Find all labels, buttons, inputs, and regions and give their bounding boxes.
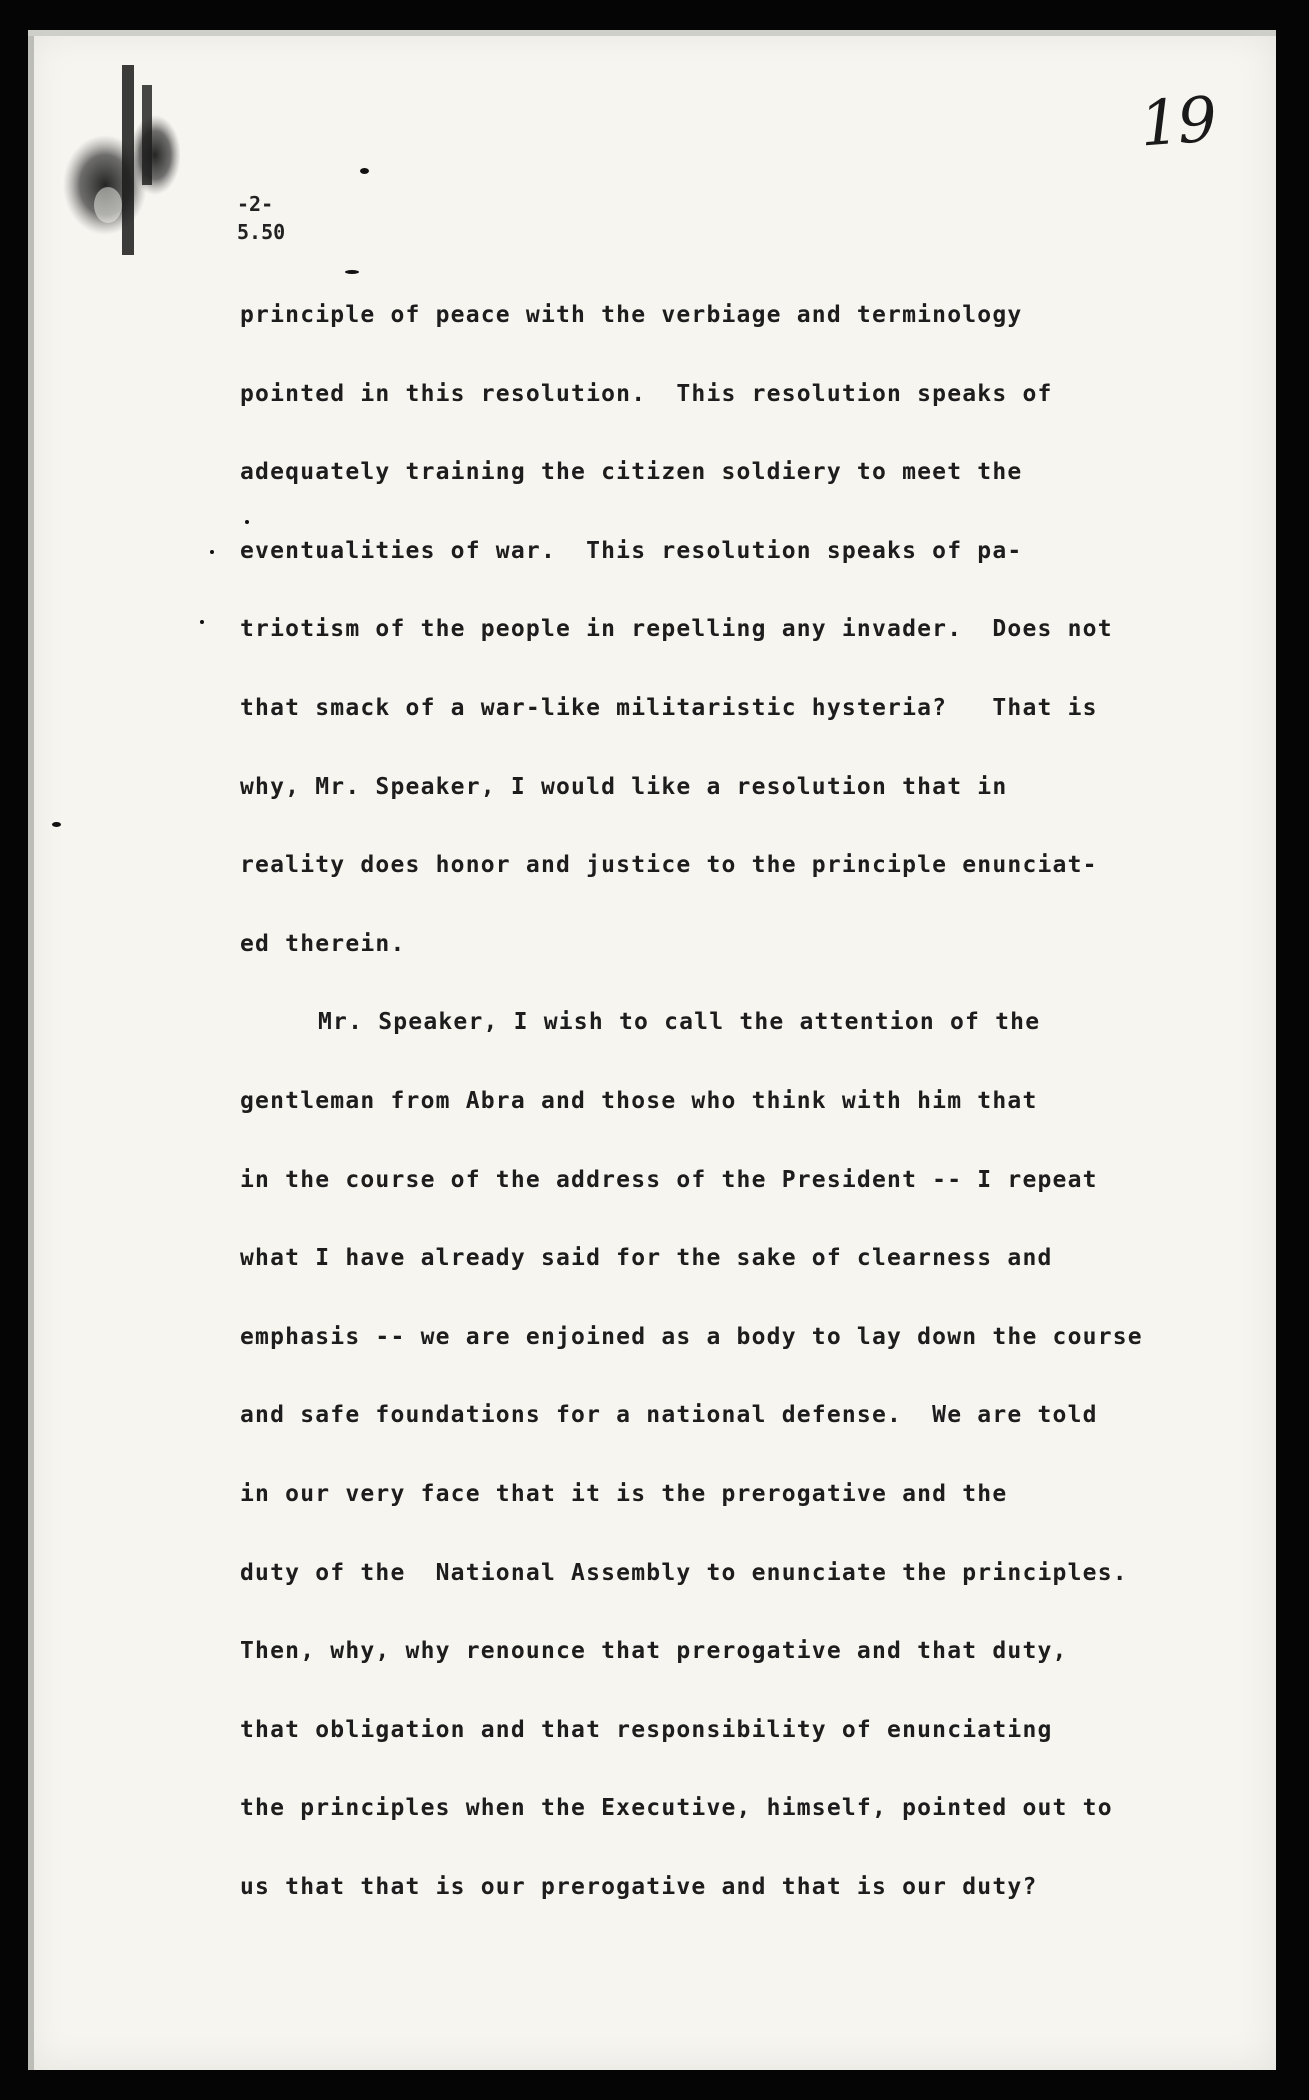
text-line: what I have already said for the sake of clearness and xyxy=(240,1245,1053,1272)
text-line: in our very face that it is the prerogative and the xyxy=(240,1480,1008,1507)
handwritten-page-number: 19 xyxy=(1137,82,1218,161)
page-header xyxy=(237,190,285,246)
text-line: eventualities of war. This resolution speaks of pa- xyxy=(240,537,1023,564)
text-line: emphasis -- we are enjoined as a body to lay down the course xyxy=(240,1323,1143,1350)
header-page-label: -2- xyxy=(237,192,274,216)
ink-speck xyxy=(200,620,204,624)
text-line: that smack of a war-like militaristic hysteria? That is xyxy=(240,694,1098,721)
text-line: why, Mr. Speaker, I would like a resolution that in xyxy=(240,773,1008,800)
text-line: the principles when the Executive, himself, pointed out to xyxy=(240,1795,1113,1822)
text-line: reality does honor and justice to the principle enunciat- xyxy=(240,852,1098,879)
text-line: duty of the National Assembly to enunciate the principles. xyxy=(240,1559,1128,1586)
page-edge-top xyxy=(28,30,1276,36)
ink-speck xyxy=(360,168,369,174)
text-line: us that that is our prerogative and that is our duty? xyxy=(240,1873,1038,1900)
text-line: that obligation and that responsibility of enunciating xyxy=(240,1716,1053,1743)
text-line: gentleman from Abra and those who think with him that xyxy=(240,1087,1038,1114)
paragraph-start-line: Mr. Speaker, I wish to call the attention of the xyxy=(318,1009,1041,1036)
text-line: triotism of the people in repelling any invader. Does not xyxy=(240,616,1113,643)
text-line: adequately training the citizen soldiery to meet the xyxy=(240,459,1023,486)
ink-speck xyxy=(52,822,61,827)
typed-body-text xyxy=(240,295,1200,1945)
ink-speck xyxy=(210,550,214,554)
page-edge-left xyxy=(28,30,34,2070)
text-line: pointed in this resolution. This resolution speaks of xyxy=(240,380,1053,407)
text-line: in the course of the address of the President -- I repeat xyxy=(240,1166,1098,1193)
text-line: ed therein. xyxy=(240,930,406,957)
text-line: principle of peace with the verbiage and terminology xyxy=(240,302,1023,328)
text-line: Then, why, why renounce that prerogative and that duty, xyxy=(240,1638,1068,1665)
header-time-label: 5.50 xyxy=(237,220,286,244)
text-line: and safe foundations for a national defense. We are told xyxy=(240,1402,1098,1429)
ink-speck xyxy=(345,270,359,274)
binder-hole-stain-icon xyxy=(60,55,180,255)
